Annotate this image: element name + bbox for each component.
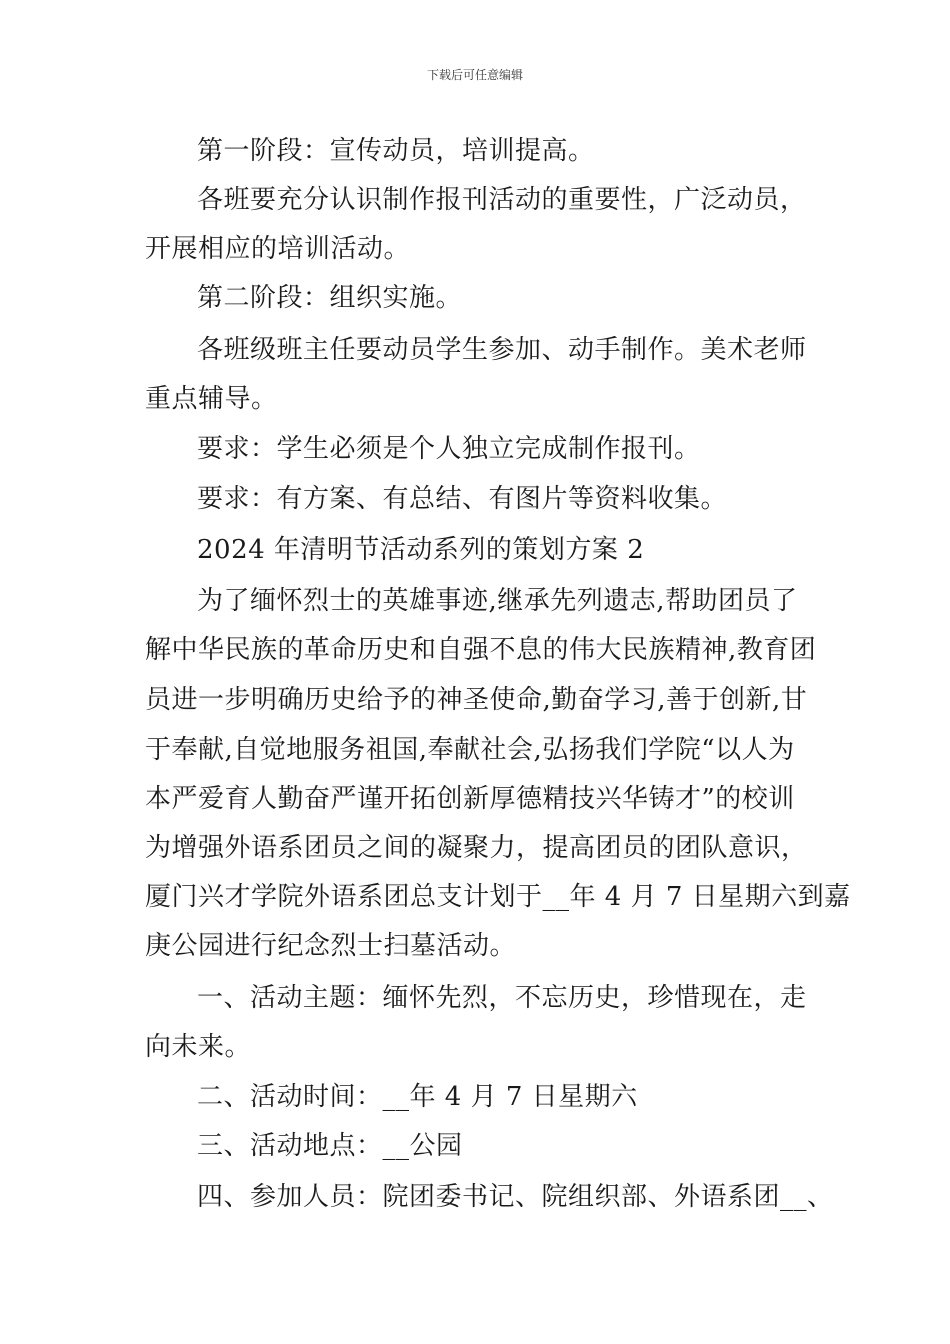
paragraph-line: 于奉献,自觉地服务祖国,奉献社会,弘扬我们学院“以人为 [145,735,795,765]
header-note: 下载后可任意编辑 [426,68,523,82]
paragraph-line: 本严爱育人勤奋严谨开拓创新厚德精技兴华铸才”的校训 [145,784,795,814]
paragraph-line: 向未来。 [145,1032,252,1062]
paragraph-line: 厦门兴才学院外语系团总支计划于__年 4 月 7 日星期六到嘉 [145,882,851,912]
paragraph-line: 四、参加人员：院团委书记、院组织部、外语系团__、 [197,1182,834,1212]
paragraph-line: 重点辅导。 [145,384,278,414]
paragraph-line: 庚公园进行纪念烈士扫墓活动。 [145,931,517,961]
section-title: 2024 年清明节活动系列的策划方案 2 [197,535,645,565]
paragraph-line: 二、活动时间：__年 4 月 7 日星期六 [197,1082,638,1112]
paragraph-line: 第二阶段：组织实施。 [197,283,463,313]
paragraph-line: 解中华民族的革命历史和自强不息的伟大民族精神,教育团 [145,635,817,665]
paragraph-line: 第一阶段：宣传动员，培训提高。 [197,136,595,166]
paragraph-line: 员进一步明确历史给予的神圣使命,勤奋学习,善于创新,甘 [145,685,808,715]
paragraph-line: 为增强外语系团员之间的凝聚力，提高团员的团队意识， [145,833,808,863]
paragraph-line: 要求：学生必须是个人独立完成制作报刊。 [197,434,701,464]
paragraph-line: 要求：有方案、有总结、有图片等资料收集。 [197,484,728,514]
paragraph-line: 为了缅怀烈士的英雄事迹,继承先列遗志,帮助团员了 [197,586,798,616]
paragraph-line: 各班要充分认识制作报刊活动的重要性，广泛动员， [197,185,807,215]
paragraph-line: 一、活动主题：缅怀先烈，不忘历史，珍惜现在，走 [197,983,807,1013]
paragraph-line: 开展相应的培训活动。 [145,234,411,264]
paragraph-line: 三、活动地点：__公园 [197,1131,463,1161]
paragraph-line: 各班级班主任要动员学生参加、动手制作。美术老师 [197,335,807,365]
